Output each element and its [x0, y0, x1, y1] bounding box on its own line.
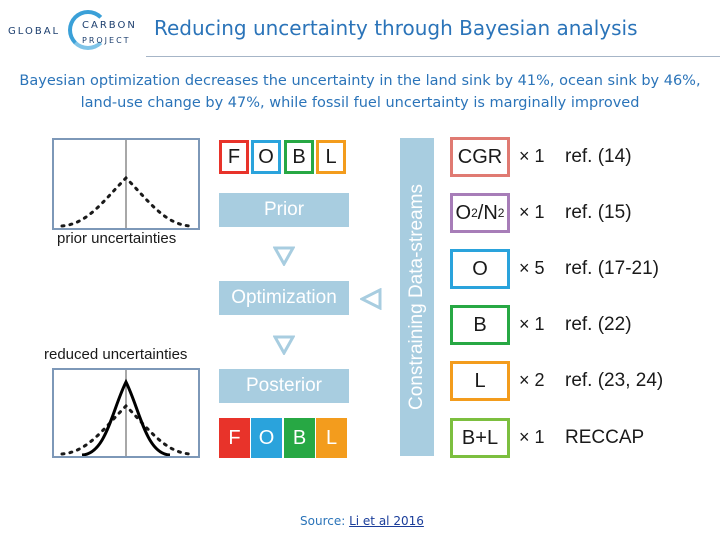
prior-uncertainties-label: prior uncertainties	[57, 230, 177, 247]
title-divider	[146, 56, 720, 57]
prior-letter-o: O	[251, 140, 281, 174]
data-stream-ocean-ref: ref. (17-21)	[565, 258, 659, 279]
data-stream-landuse-ref: ref. (23, 24)	[565, 370, 664, 391]
data-stream-landuse-multiplier: × 2	[519, 370, 545, 390]
data-stream-ocean-box: O	[450, 249, 510, 289]
slide-title: Reducing uncertainty through Bayesian analysis	[154, 16, 638, 40]
prior-distribution-plot	[52, 138, 200, 230]
data-stream-o2n2-multiplier: × 1	[519, 202, 545, 222]
data-stream-biosphere-ref: ref. (22)	[565, 314, 632, 335]
posterior-distribution-plot	[52, 368, 200, 458]
data-stream-cgr-box: CGR	[450, 137, 510, 177]
posterior-letter-b: B	[284, 418, 315, 458]
data-stream-bl-multiplier: × 1	[519, 427, 545, 447]
o2n2-part-2a: 2	[471, 206, 478, 220]
reduced-uncertainties-label: reduced uncertainties	[44, 346, 188, 363]
source-citation	[300, 514, 424, 528]
prior-letter-f: F	[219, 140, 249, 174]
data-stream-o2n2-box	[450, 193, 510, 233]
data-stream-bl-box: B+L	[450, 418, 510, 458]
data-stream-cgr-multiplier: × 1	[519, 146, 545, 166]
posterior-letter-l: L	[316, 418, 347, 458]
prior-stage: Prior	[219, 193, 349, 227]
data-stream-biosphere-multiplier: × 1	[519, 314, 545, 334]
o2n2-part-o: O	[455, 201, 472, 224]
global-carbon-project-logo	[6, 4, 136, 54]
optimization-stage: Optimization	[219, 281, 349, 315]
logo-word-global: GLOBAL	[8, 26, 61, 37]
posterior-stage: Posterior	[219, 369, 349, 403]
o2n2-part-n: /N	[477, 201, 498, 224]
down-arrow-icon	[273, 335, 295, 355]
data-stream-ocean-multiplier: × 5	[519, 258, 545, 278]
o2n2-part-2b: 2	[497, 206, 505, 220]
logo-word-carbon: CARBON	[82, 20, 137, 31]
down-arrow-icon	[273, 246, 295, 266]
posterior-letter-o: O	[251, 418, 282, 458]
data-stream-bl-ref: RECCAP	[565, 427, 645, 448]
posterior-letter-f: F	[219, 418, 250, 458]
posterior-curve-graphic	[54, 370, 198, 456]
slide-subtitle	[10, 70, 710, 114]
data-stream-o2n2-ref: ref. (15)	[565, 202, 632, 223]
subtitle-line-1: Bayesian optimization decreases the uncertainty in the land sink by 41%, ocean sink by 46%,	[19, 73, 701, 89]
prior-letter-l: L	[316, 140, 346, 174]
data-stream-cgr-ref: ref. (14)	[565, 146, 632, 167]
subtitle-line-2: land-use change by 47%, while fossil fuel uncertainty is marginally improved	[80, 95, 640, 111]
logo-word-project: PROJECT	[82, 36, 131, 45]
prior-letter-b: B	[284, 140, 314, 174]
source-link[interactable]: Li et al 2016	[349, 514, 424, 528]
data-stream-biosphere-box: B	[450, 305, 510, 345]
source-prefix: Source:	[300, 514, 346, 528]
prior-curve-graphic	[54, 140, 198, 228]
data-stream-landuse-box: L	[450, 361, 510, 401]
left-arrow-icon	[360, 288, 382, 310]
constraining-data-streams-label: Constraining Data-streams	[406, 184, 427, 410]
